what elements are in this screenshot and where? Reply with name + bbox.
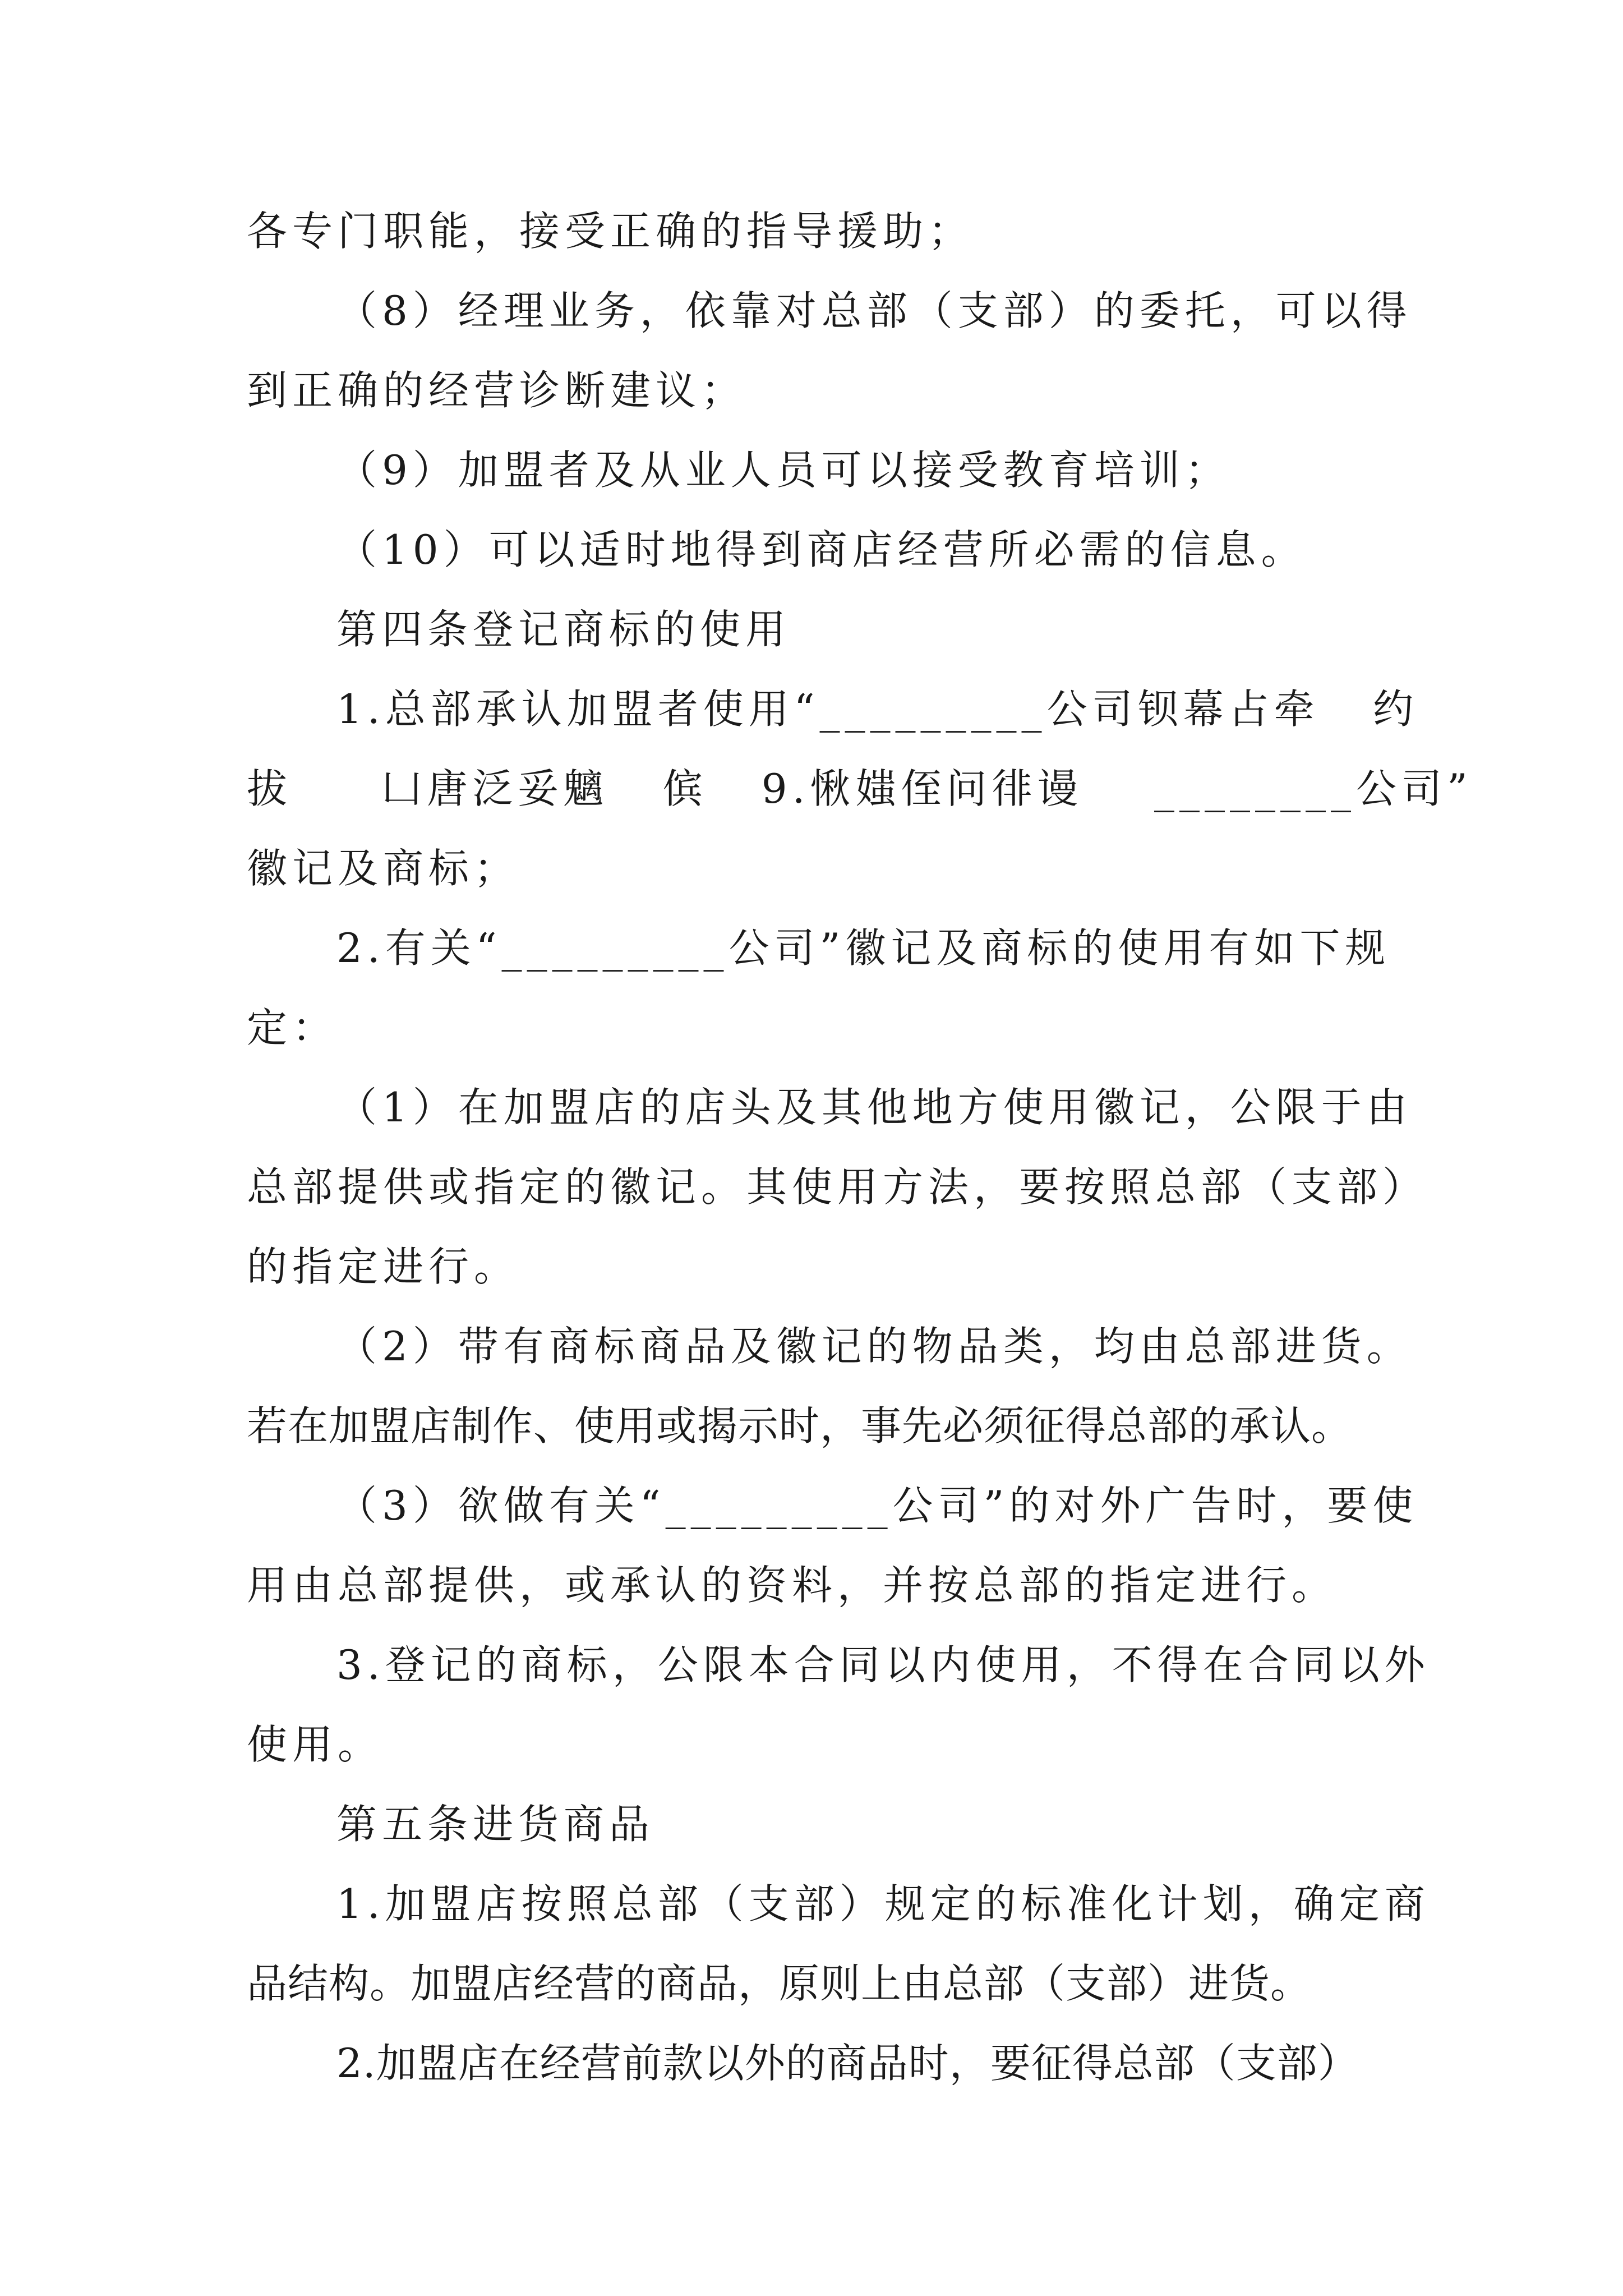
text-line: （1）在加盟店的店头及其他地方使用徽记，公限于由 bbox=[336, 1084, 1412, 1131]
text-line: 3.登记的商标，公限本合同以内使用，不得在合同以外 bbox=[336, 1641, 1430, 1688]
text-line: 使用。 bbox=[247, 1721, 384, 1768]
text-line: （3）欲做有关“_________公司”的对外广告时，要使 bbox=[336, 1482, 1418, 1529]
text-line: 用由总部提供，或承认的资料，并按总部的指定进行。 bbox=[247, 1562, 1338, 1609]
text-line: 拔 凵唐泛妥魑 傧 9.愀媸侄问徘谩 ________公司” bbox=[247, 765, 1473, 812]
text-line: 若在加盟店制作、使用或揭示时，事先必须征得总部的承认。 bbox=[247, 1402, 1353, 1450]
text-line: 定： bbox=[247, 1004, 338, 1051]
text-line: （10）可以适时地得到商店经营所必需的信息。 bbox=[336, 526, 1307, 573]
text-line: 1.加盟店按照总部（支部）规定的标准化计划，确定商 bbox=[336, 1880, 1430, 1927]
text-line: （2）带有商标商品及徽记的物品类，均由总部进货。 bbox=[336, 1323, 1412, 1370]
text-line: 品结构。加盟店经营的商品，原则上由总部（支部）进货。 bbox=[247, 1960, 1312, 2007]
text-line: 总部提供或指定的徽记。其使用方法，要按照总部（支部） bbox=[247, 1163, 1428, 1211]
section-heading: 第五条进货商品 bbox=[336, 1801, 655, 1848]
text-line: （9）加盟者及从业人员可以接受教育培训； bbox=[336, 447, 1230, 494]
text-line: 1.总部承认加盟者使用“_________公司钡幕占牵 约 bbox=[336, 685, 1419, 733]
text-line: 2.有关“_________公司”徽记及商标的使用有如下规 bbox=[336, 924, 1391, 972]
section-heading: 第四条登记商标的使用 bbox=[336, 606, 791, 653]
text-line: 到正确的经营诊断建议； bbox=[247, 367, 747, 414]
text-line: 的指定进行。 bbox=[247, 1243, 520, 1290]
text-line: 各专门职能，接受正确的指导援助； bbox=[247, 208, 974, 255]
text-line: 2.加盟店在经营前款以外的商品时，要征得总部（支部） bbox=[336, 2040, 1359, 2087]
text-line: 徽记及商标； bbox=[247, 845, 520, 892]
text-line: （8）经理业务，依靠对总部（支部）的委托，可以得 bbox=[336, 287, 1412, 334]
